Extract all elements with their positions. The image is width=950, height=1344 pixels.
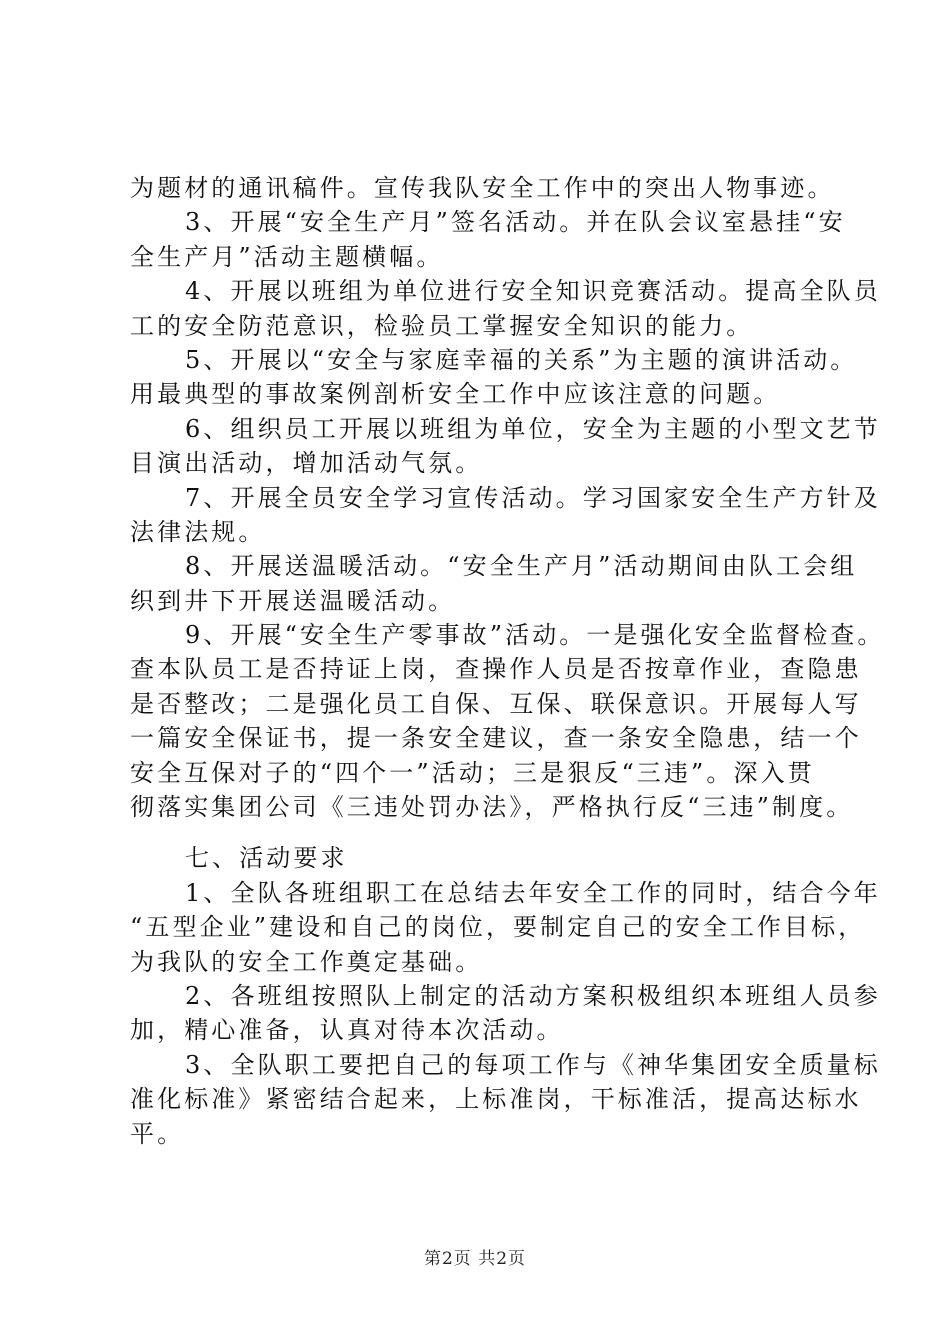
paragraph-line: 法律法规。 xyxy=(130,517,266,546)
paragraph-line: 9、开展“安全生产零事故”活动。一是强化安全监督检查。 xyxy=(185,621,885,650)
paragraph-line: 平。 xyxy=(130,1119,185,1148)
paragraph-line: 织到井下开展送温暖活动。 xyxy=(130,586,456,615)
paragraph-line: 4、开展以班组为单位进行安全知识竞赛活动。提高全队员 xyxy=(185,277,881,306)
paragraph-line: 8、开展送温暖活动。“安全生产月”活动期间由队工会组 xyxy=(185,552,858,581)
paragraph-line: 6、组织员工开展以班组为单位，安全为主题的小型文艺节 xyxy=(185,414,881,443)
paragraph-line: 2、各班组按照队上制定的活动方案积极组织本班组人员参 xyxy=(185,981,881,1010)
paragraph-line: 5、开展以“安全与家庭幸福的关系”为主题的演讲活动。 xyxy=(185,345,858,374)
paragraph-line: 7、开展全员安全学习宣传活动。学习国家安全生产方针及 xyxy=(185,483,881,512)
paragraph-line: 全生产月”活动主题横幅。 xyxy=(130,242,444,271)
paragraph-line: 目演出活动，增加活动气氛。 xyxy=(130,449,483,478)
section-heading: 七、活动要求 xyxy=(185,844,348,873)
paragraph-line: 为我队的安全工作奠定基础。 xyxy=(130,947,483,976)
paragraph-line: 3、开展“安全生产月”签名活动。并在队会议室悬挂“安 xyxy=(185,208,846,237)
paragraph-line: 1、全队各班组职工在总结去年安全工作的同时，结合今年 xyxy=(185,878,881,907)
paragraph-line: 工的安全防范意识，检验员工掌握安全知识的能力。 xyxy=(130,311,754,340)
paragraph-line: 一篇安全保证书，提一条安全建议，查一条安全隐患，结一个 xyxy=(130,724,862,753)
paragraph-line: 是否整改；二是强化员工自保、互保、联保意识。开展每人写 xyxy=(130,689,862,718)
paragraph-line: 用最典型的事故案例剖析安全工作中应该注意的问题。 xyxy=(130,380,781,409)
paragraph-line: 准化标准》紧密结合起来，上标准岗，干标准活，提高达标水 xyxy=(130,1085,862,1114)
paragraph-line: “五型企业”建设和自己的岗位，要制定自己的安全工作目标， xyxy=(130,913,866,942)
paragraph-gap xyxy=(130,824,830,841)
page-number-footer: 第2页 共2页 xyxy=(423,1249,527,1269)
document-body xyxy=(130,171,885,1151)
paragraph-line: 彻落实集团公司《三违处罚办法》，严格执行反“三违”制度。 xyxy=(130,793,854,822)
paragraph-line: 3、全队职工要把自己的每项工作与《神华集团安全质量标 xyxy=(185,1050,881,1079)
paragraph-line: 为题材的通讯稿件。宣传我队安全工作中的突出人物事迹。 xyxy=(130,174,835,202)
paragraph-line: 安全互保对子的“四个一”活动；三是狠反“三违”。深入贯 xyxy=(130,758,815,787)
paragraph-line: 加，精心准备，认真对待本次活动。 xyxy=(130,1016,564,1045)
paragraph-line: 查本队员工是否持证上岗，查操作人员是否按章作业，查隐患 xyxy=(130,655,862,684)
